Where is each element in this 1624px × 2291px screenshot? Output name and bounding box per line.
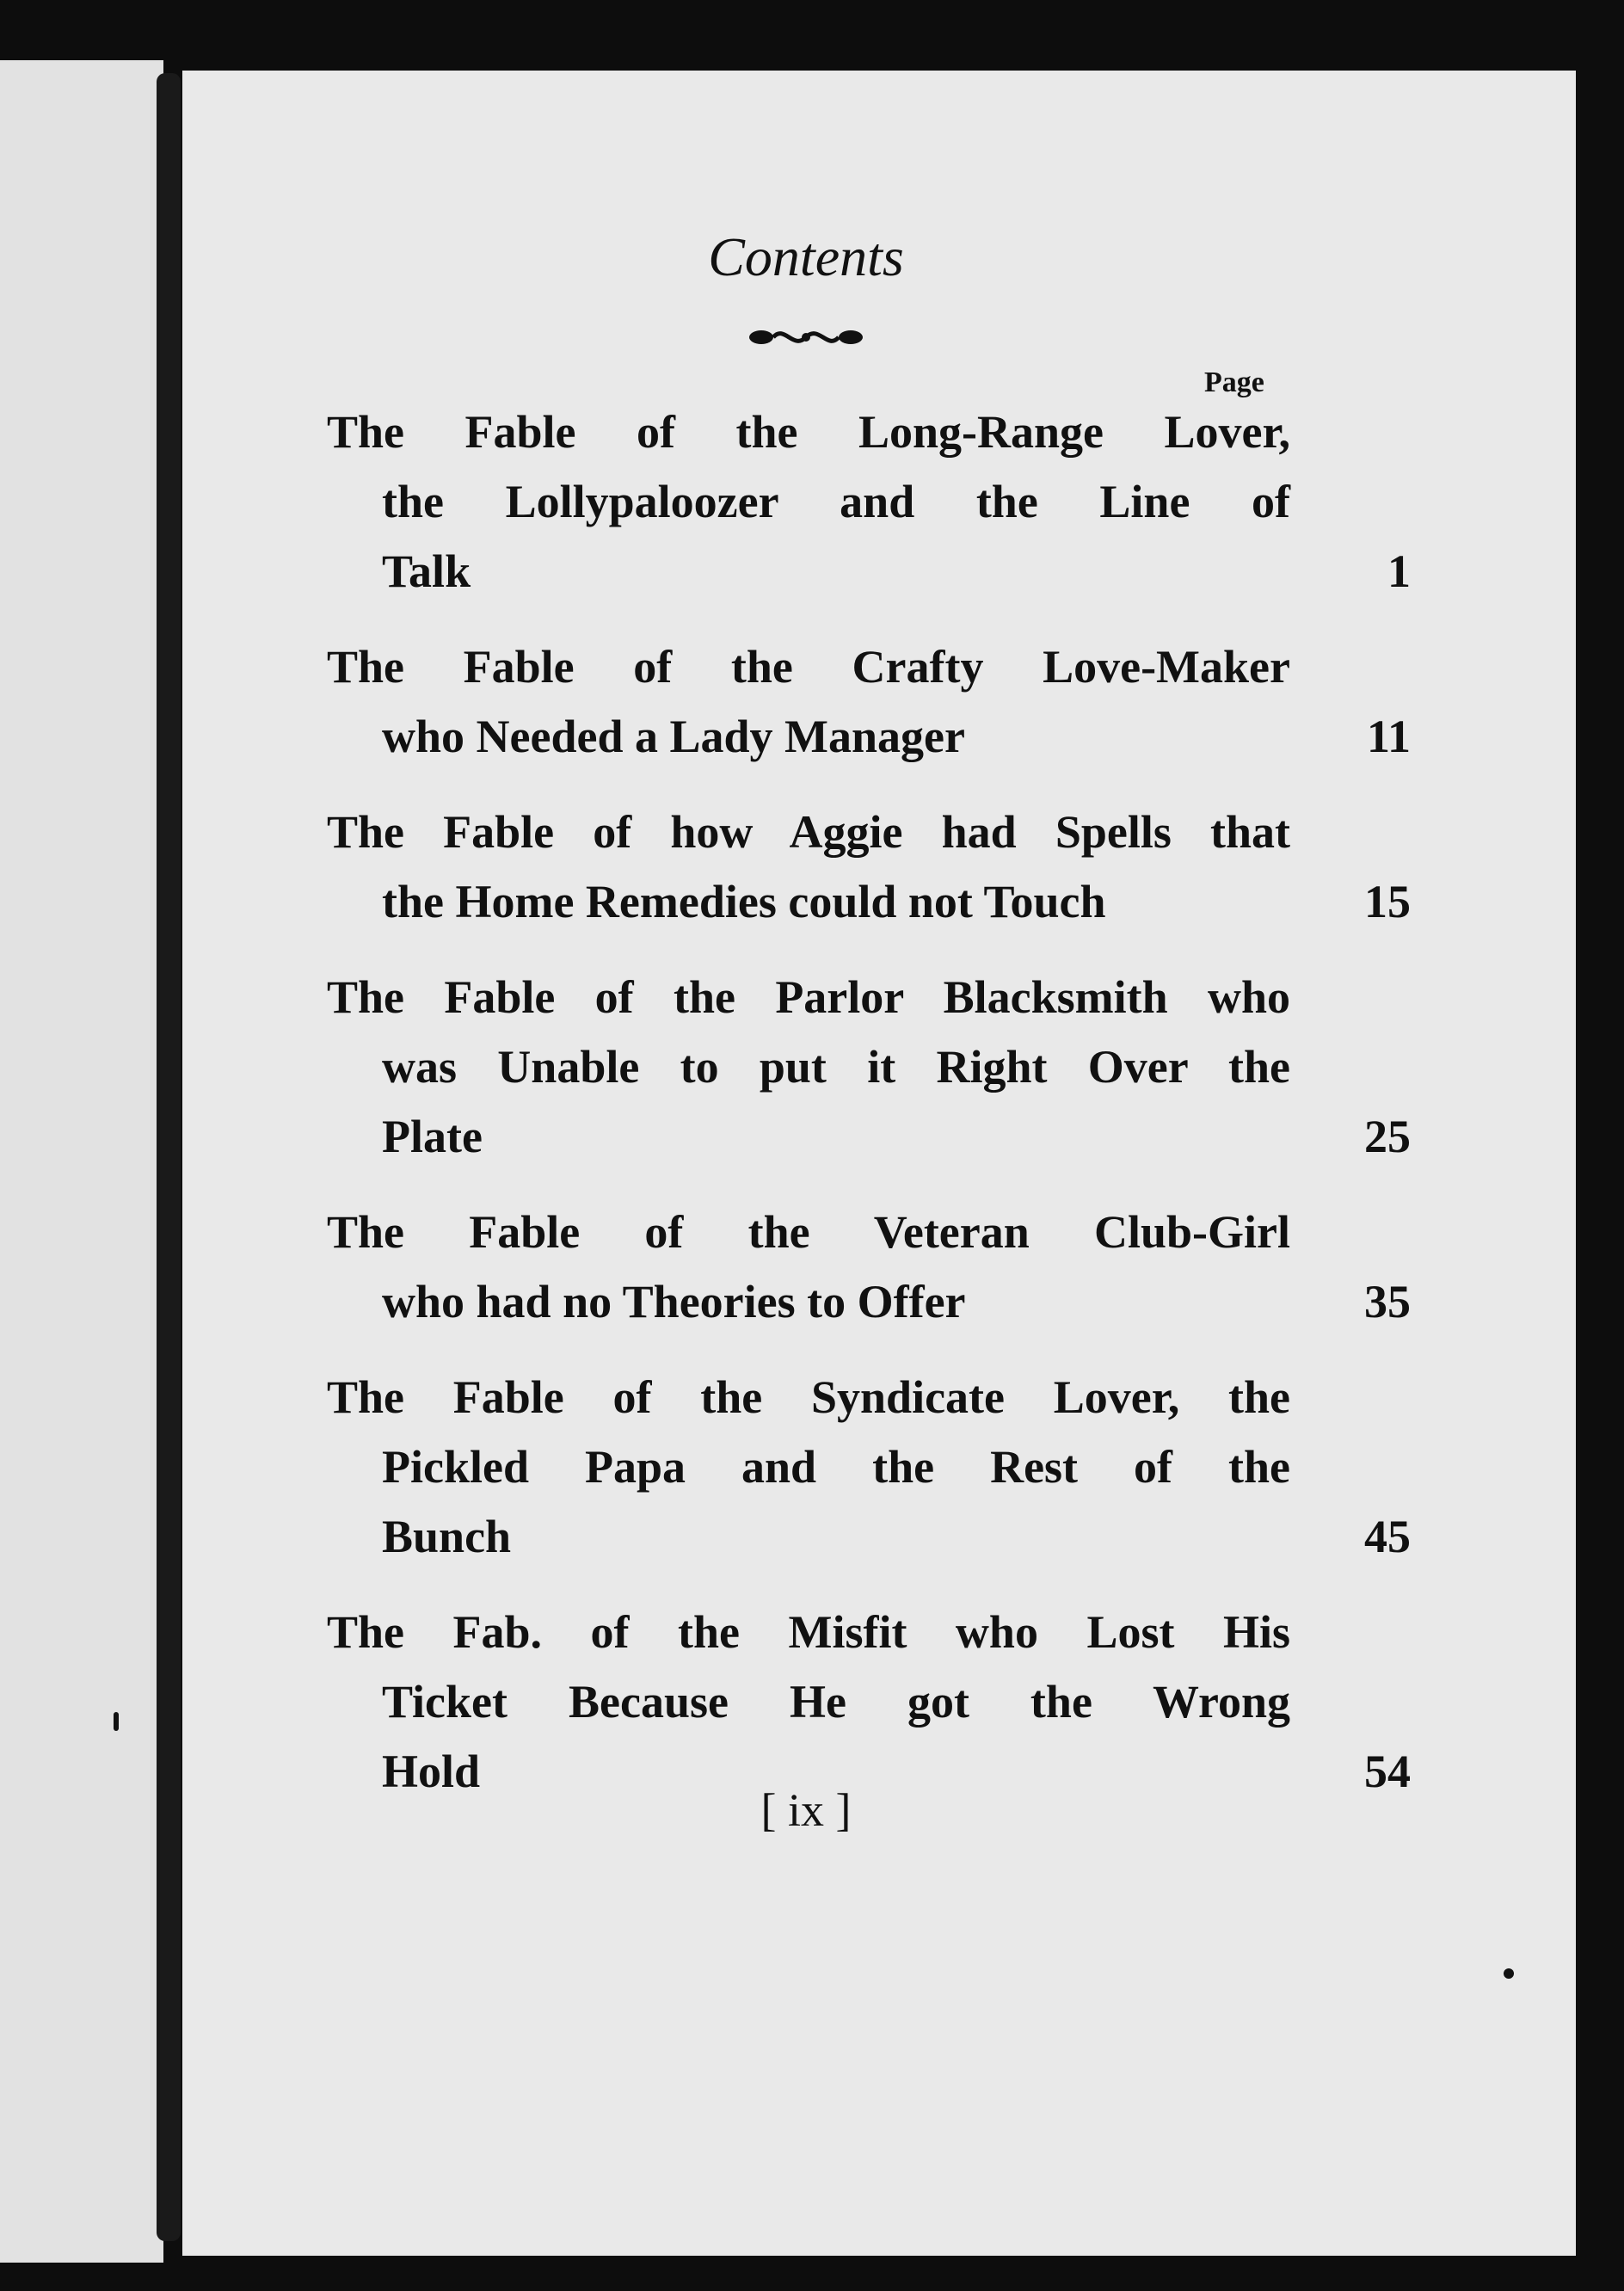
entry-page-number: 54 (1364, 1746, 1411, 1797)
entry-title-line: who Needed a Lady Manager (382, 711, 965, 762)
dust-speck (1504, 1968, 1514, 1979)
entry-title-line: the Home Remedies could not Touch (382, 876, 1106, 927)
entry-page-number: 45 (1364, 1511, 1411, 1562)
contents-entry (327, 632, 1411, 772)
entry-title-line: The Fable of the Veteran Club-Girl (327, 1206, 1290, 1258)
entry-title-line: Bunch (382, 1511, 512, 1562)
contents-entry (327, 397, 1411, 607)
entry-page-number: 11 (1366, 711, 1411, 762)
entry-page-number: 1 (1387, 545, 1411, 597)
contents-entry (327, 798, 1411, 937)
entry-page-number: 35 (1364, 1276, 1411, 1327)
ornament-flourish-icon (0, 320, 1612, 359)
contents-entry (327, 963, 1411, 1172)
dust-speck (114, 1712, 119, 1731)
entry-title-line: Hold (382, 1746, 481, 1797)
entry-title-line: who had no Theories to Offer (382, 1276, 966, 1327)
entry-title-line: Talk (382, 545, 471, 597)
entry-title-line: The Fable of the Long-Range Lover, (327, 406, 1290, 458)
contents-heading: Contents (708, 226, 904, 287)
entry-page-number: 15 (1364, 876, 1411, 927)
entry-title-line: The Fable of how Aggie had Spells that (327, 806, 1290, 858)
book-binding-gutter (157, 73, 181, 2241)
entry-title-line: Plate (382, 1111, 483, 1162)
page-column-label: Page (1204, 366, 1264, 398)
contents-entry (327, 1198, 1411, 1337)
entry-title-line: The Fable of the Crafty Love-Maker (327, 641, 1290, 693)
contents-list (327, 397, 1411, 1832)
entry-title-line: the Lollypaloozer and the Line of (382, 476, 1290, 527)
entry-title-line: The Fable of the Syndicate Lover, the (327, 1371, 1290, 1423)
entry-title-line: The Fable of the Parlor Blacksmith who (327, 971, 1290, 1023)
entry-page-number: 25 (1364, 1111, 1411, 1162)
facing-page-edge (0, 60, 163, 2263)
entry-title-line: Pickled Papa and the Rest of the (382, 1441, 1290, 1493)
entry-title-line: Ticket Because He got the Wrong (382, 1676, 1290, 1727)
contents-entry (327, 1363, 1411, 1572)
folio-page-number: [ ix ] (760, 1784, 852, 1836)
contents-entry (327, 1598, 1411, 1807)
entry-title-line: The Fab. of the Misfit who Lost His (327, 1606, 1290, 1658)
entry-title-line: was Unable to put it Right Over the (382, 1041, 1290, 1093)
